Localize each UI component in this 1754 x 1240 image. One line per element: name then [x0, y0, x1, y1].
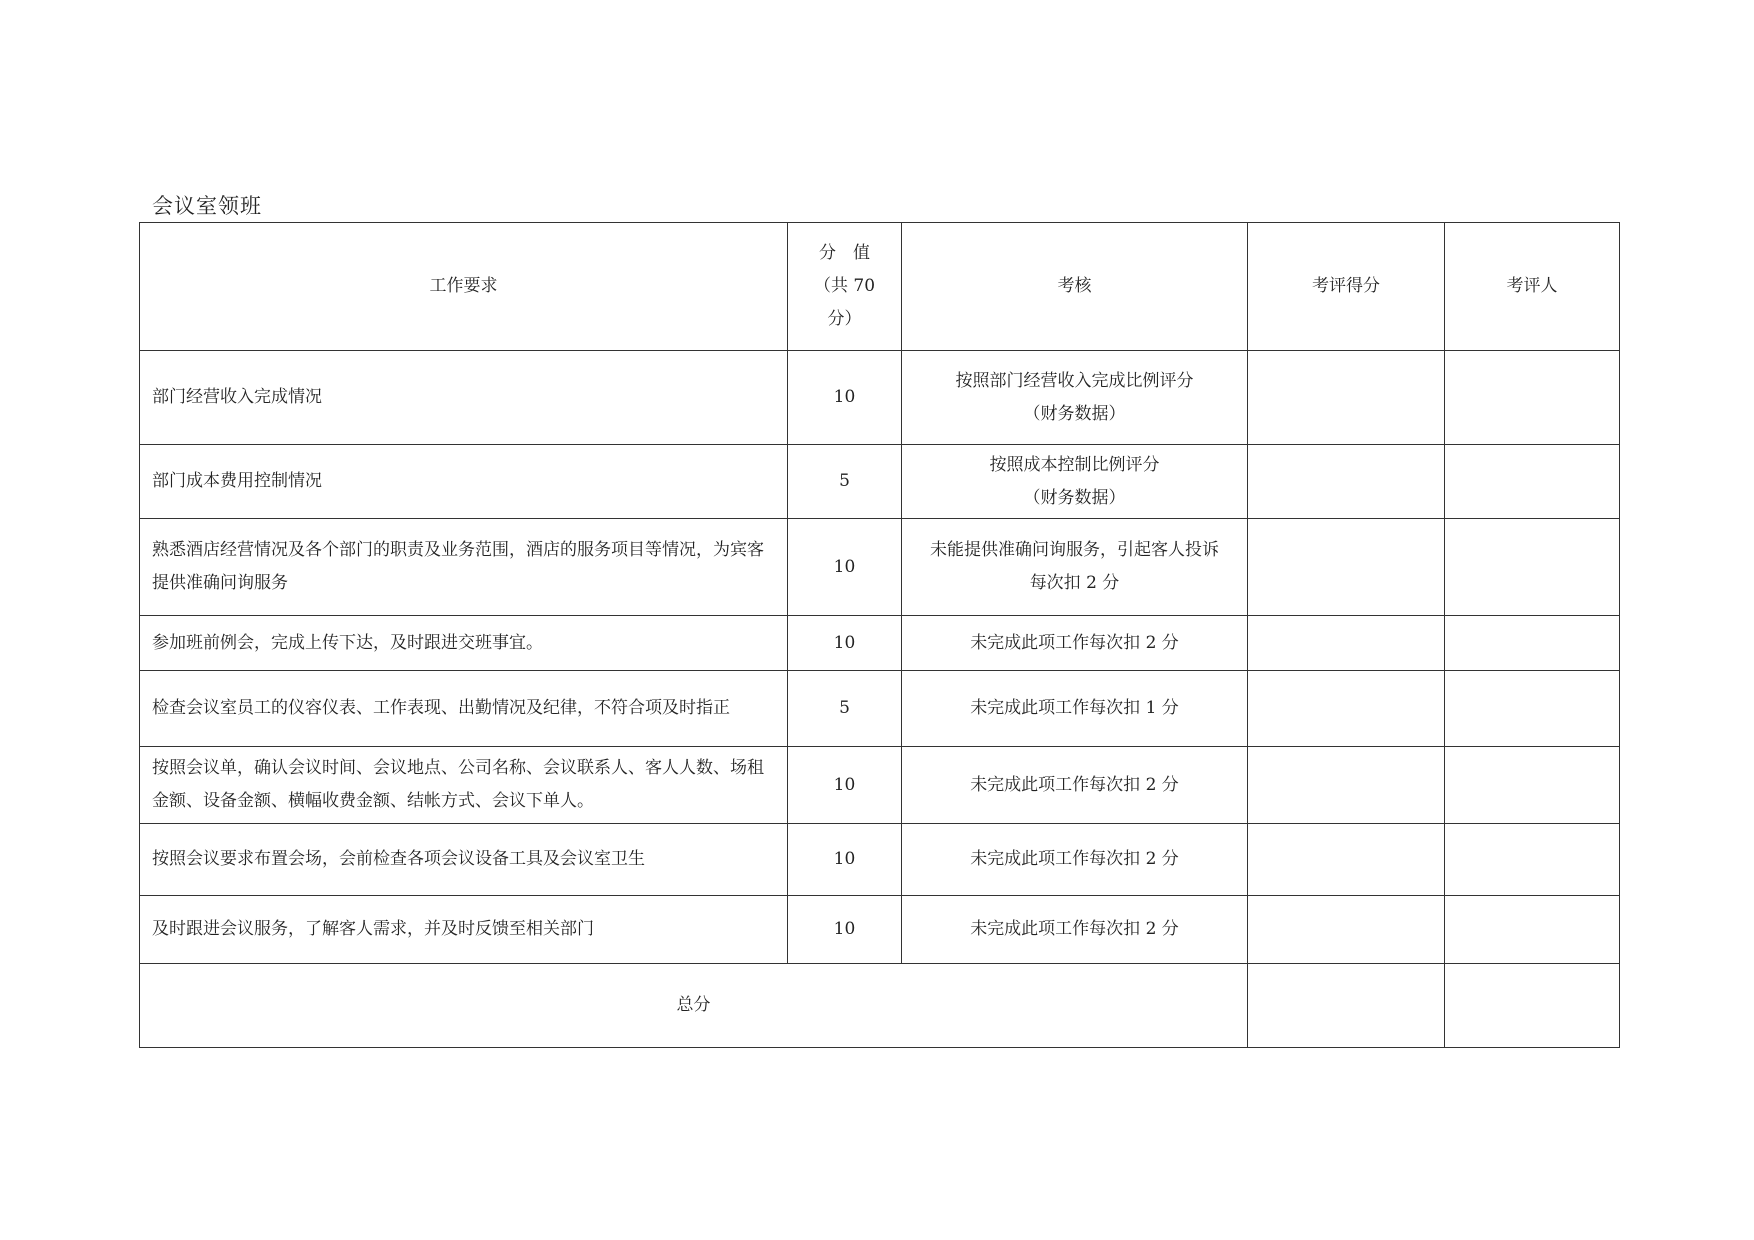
header-score [788, 223, 902, 351]
total-evaluator-cell[interactable] [1445, 964, 1620, 1048]
assessment-note: （财务数据） [1023, 403, 1126, 424]
score-cell: 5 [788, 445, 902, 519]
table-row [140, 896, 1620, 964]
score-cell: 10 [788, 351, 902, 445]
eval-score-cell[interactable] [1248, 351, 1445, 445]
requirement-cell: 部门成本费用控制情况 [140, 445, 788, 519]
table-row [140, 671, 1620, 747]
table-row [140, 519, 1620, 616]
table-row [140, 351, 1620, 445]
header-requirement: 工作要求 [140, 223, 788, 351]
eval-score-cell[interactable] [1248, 896, 1445, 964]
score-cell: 10 [788, 824, 902, 896]
assessment-line: 未能提供准确问询服务，引起客人投诉 [930, 540, 1219, 560]
requirement-cell: 参加班前例会，完成上传下达，及时跟进交班事宜。 [140, 616, 788, 671]
requirement-cell: 按照会议单，确认会议时间、会议地点、公司名称、会议联系人、客人人数、场租金额、设备金额、横幅收费金额、结帐方式、会议下单人。 [140, 747, 788, 824]
score-cell: 10 [788, 747, 902, 824]
evaluator-cell[interactable] [1445, 351, 1620, 445]
table-row [140, 824, 1620, 896]
requirement-cell: 检查会议室员工的仪容仪表、工作表现、出勤情况及纪律，不符合项及时指正 [140, 671, 788, 747]
header-assessment: 考核 [902, 223, 1248, 351]
header-score-total: （共 70 分） [813, 276, 876, 329]
evaluator-cell[interactable] [1445, 519, 1620, 616]
assessment-line: 按照成本控制比例评分 [989, 454, 1160, 475]
table-row [140, 747, 1620, 824]
eval-score-cell[interactable] [1248, 824, 1445, 896]
assessment-cell: 未完成此项工作每次扣 1 分 [902, 671, 1248, 747]
assessment-cell [902, 519, 1248, 616]
eval-score-cell[interactable] [1248, 519, 1445, 616]
evaluator-cell[interactable] [1445, 445, 1620, 519]
score-cell: 10 [788, 519, 902, 616]
score-cell: 10 [788, 616, 902, 671]
eval-score-cell[interactable] [1248, 671, 1445, 747]
requirement-cell: 及时跟进会议服务，了解客人需求，并及时反馈至相关部门 [140, 896, 788, 964]
assessment-line: 按照部门经营收入完成比例评分 [955, 370, 1194, 391]
total-row [140, 964, 1620, 1048]
document-title: 会议室领班 [152, 194, 262, 218]
header-evaluator: 考评人 [1445, 223, 1620, 351]
evaluator-cell[interactable] [1445, 896, 1620, 964]
assessment-cell: 未完成此项工作每次扣 2 分 [902, 824, 1248, 896]
score-cell: 10 [788, 896, 902, 964]
table-row [140, 445, 1620, 519]
evaluator-cell[interactable] [1445, 747, 1620, 824]
evaluation-table [139, 222, 1620, 1048]
assessment-note: （财务数据） [1023, 487, 1126, 508]
score-cell: 5 [788, 671, 902, 747]
table-row [140, 616, 1620, 671]
assessment-cell [902, 445, 1248, 519]
evaluator-cell[interactable] [1445, 616, 1620, 671]
eval-score-cell[interactable] [1248, 616, 1445, 671]
assessment-cell: 未完成此项工作每次扣 2 分 [902, 896, 1248, 964]
evaluator-cell[interactable] [1445, 824, 1620, 896]
eval-score-cell[interactable] [1248, 747, 1445, 824]
requirement-cell: 熟悉酒店经营情况及各个部门的职责及业务范围，酒店的服务项目等情况，为宾客提供准确问询服务 [140, 519, 788, 616]
assessment-note: 每次扣 2 分 [1029, 573, 1120, 593]
eval-score-cell[interactable] [1248, 445, 1445, 519]
total-eval-score-cell[interactable] [1248, 964, 1445, 1048]
assessment-cell: 未完成此项工作每次扣 2 分 [902, 616, 1248, 671]
requirement-cell: 按照会议要求布置会场，会前检查各项会议设备工具及会议室卫生 [140, 824, 788, 896]
table-header-row [140, 223, 1620, 351]
header-score-label: 分 值 [819, 243, 870, 263]
requirement-cell: 部门经营收入完成情况 [140, 351, 788, 445]
total-label: 总分 [140, 964, 1248, 1048]
assessment-cell [902, 351, 1248, 445]
assessment-cell: 未完成此项工作每次扣 2 分 [902, 747, 1248, 824]
header-eval-score: 考评得分 [1248, 223, 1445, 351]
evaluator-cell[interactable] [1445, 671, 1620, 747]
